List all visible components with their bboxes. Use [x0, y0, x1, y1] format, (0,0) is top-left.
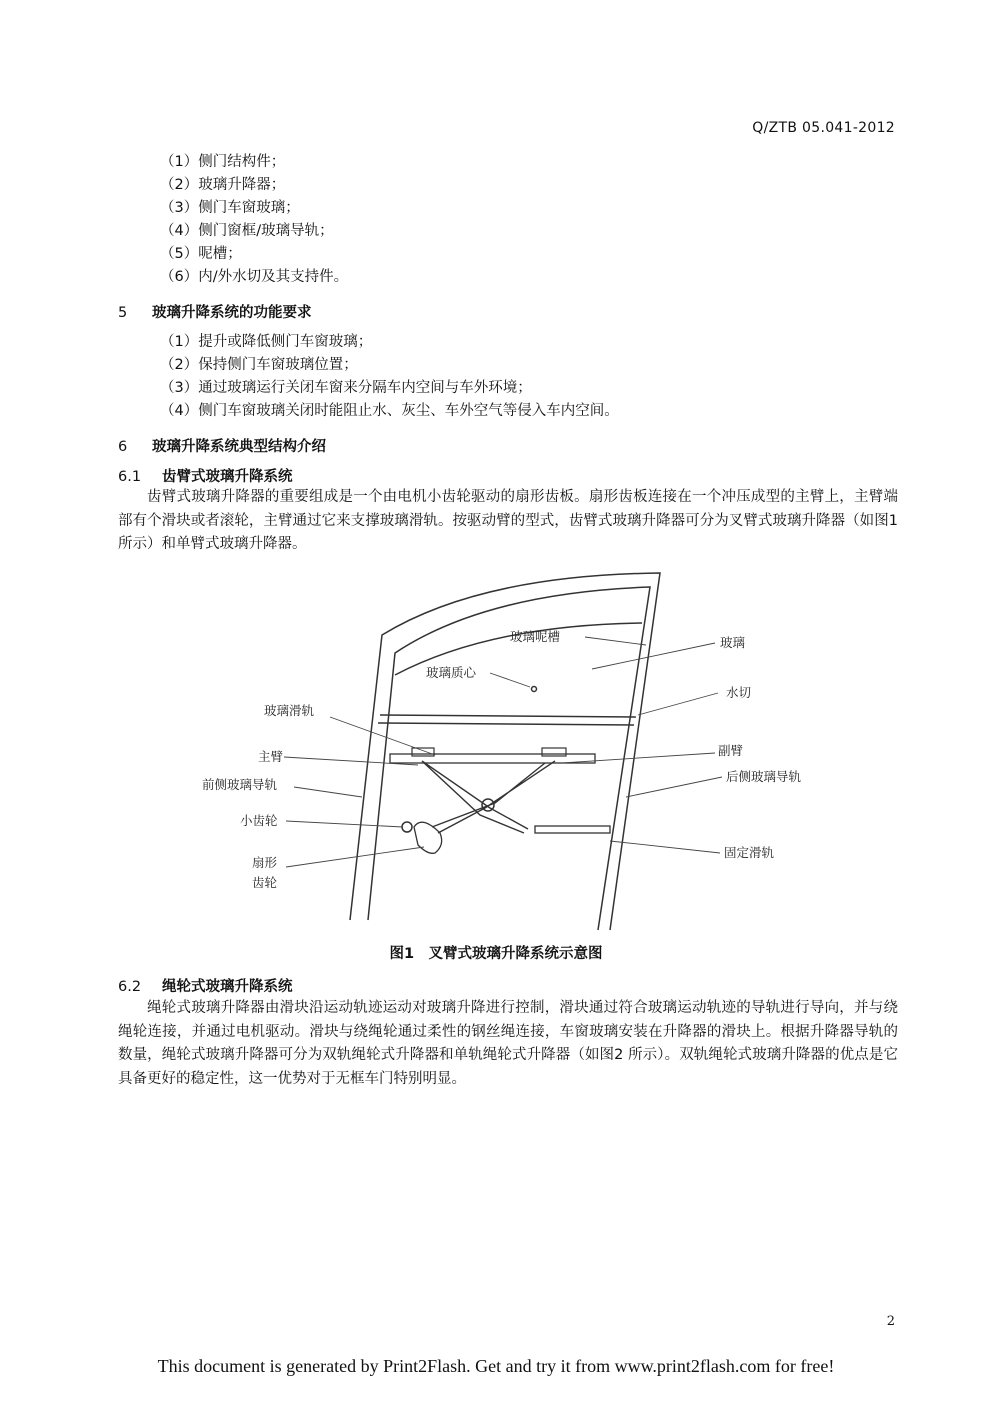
list-item: （5）呢槽； [160, 246, 242, 262]
glass-rail [390, 754, 595, 763]
label-glass-center: 玻璃质心 [426, 665, 477, 680]
subsection-number: 6.2 [118, 979, 142, 995]
leader-belt-seal [638, 693, 718, 715]
label-sector-gear-line2: 齿轮 [252, 875, 278, 890]
label-sub-arm: 副臂 [718, 743, 744, 758]
label-belt-seal: 水切 [726, 685, 752, 700]
leader-fixed-rail [610, 841, 720, 853]
list-item: （3）通过玻璃运行关闭车窗来分隔车内空间与车外环境； [160, 380, 532, 396]
leader-pinion [286, 821, 403, 827]
leader-main-arm [284, 757, 418, 765]
sub-arm [432, 761, 555, 833]
leader-front-guide [294, 787, 362, 797]
subsection-title: 齿臂式玻璃升降系统 [162, 469, 293, 485]
leader-rear-guide [626, 777, 722, 797]
subsection-heading-6-1 [118, 465, 293, 486]
label-glass: 玻璃 [720, 635, 746, 650]
label-main-arm: 主臂 [258, 749, 284, 764]
section-title: 玻璃升降系统的功能要求 [152, 305, 312, 321]
label-pinion: 小齿轮 [240, 813, 278, 828]
rail-clip-left [412, 748, 434, 756]
paragraph-6-1: 齿臂式玻璃升降器的重要组成是一个由电机小齿轮驱动的扇形齿板。扇形齿板连接在一个冲压成型的主臂上，主臂端部有个滑块或者滚轮，主臂通过它来支撑玻璃滑轨。按驱动臂的型式，齿臂式玻璃升降器可分为叉臂式玻璃升降器（如图1 所示）和单臂式玻璃升降器。 [118, 489, 898, 552]
door-frame-inner [368, 587, 650, 930]
list-item: （2）保持侧门车窗玻璃位置； [160, 357, 358, 373]
list-item: （6）内/外水切及其支持件。 [160, 269, 349, 285]
figure-caption: 图1 叉臂式玻璃升降系统示意图 [389, 946, 603, 962]
leader-glass-run [585, 637, 646, 645]
rail-clip-right [542, 748, 566, 756]
subsection-title: 绳轮式玻璃升降系统 [162, 979, 293, 995]
list-item: （1）提升或降低侧门车窗玻璃； [160, 334, 373, 350]
label-glass-rail: 玻璃滑轨 [264, 703, 315, 718]
leader-sector-gear [286, 847, 424, 867]
label-rear-guide: 后侧玻璃导轨 [726, 769, 802, 784]
pinion [402, 822, 412, 832]
glass-center-point [532, 687, 537, 692]
label-glass-run: 玻璃呢槽 [510, 629, 561, 644]
list-item: （1）侧门结构件； [160, 154, 286, 170]
leader-glass-center [490, 673, 530, 687]
label-fixed-rail: 固定滑轨 [724, 845, 775, 860]
section-heading-5 [118, 301, 312, 322]
page-number: 2 [886, 1314, 895, 1329]
section-number: 5 [118, 305, 128, 321]
label-front-guide: 前侧玻璃导轨 [202, 777, 278, 792]
list-item: （4）侧门车窗玻璃关闭时能阻止水、灰尘、车外空气等侵入车内空间。 [160, 403, 619, 419]
list-item: （2）玻璃升降器； [160, 177, 286, 193]
footer-notice: This document is generated by Print2Flash. Get and try it from www.print2flash.com for free! [157, 1356, 835, 1376]
figure-1-diagram [190, 565, 840, 935]
paragraph-6-2: 绳轮式玻璃升降器由滑块沿运动轨迹运动对玻璃升降进行控制，滑块通过符合玻璃运动轨迹的导轨进行导向，并与绕绳轮连接，并通过电机驱动。滑块与绕绳轮通过柔性的钢丝绳连接，车窗玻璃安装在升降器的滑块上。根据升降器导轨的数量，绳轮式玻璃升降器可分为双轨绳轮式升降器和单轨绳轮式升降器（如图2 所示）。双轨绳轮式玻璃升降器的优点是它具备更好的稳定性，这一优势对于无框车门特别明显。 [118, 1000, 898, 1087]
leader-glass [592, 643, 715, 669]
belt-line-lower [378, 723, 634, 725]
fixed-rail [535, 826, 610, 833]
list-item: （3）侧门车窗玻璃； [160, 200, 300, 216]
sector-gear [414, 822, 442, 853]
main-arm [422, 761, 528, 833]
list-item: （4）侧门窗框/玻璃导轨； [160, 223, 334, 239]
door-frame-outer [350, 573, 660, 930]
document-code: Q/ZTB 05.041-2012 [752, 120, 895, 136]
belt-line-upper [380, 715, 636, 717]
section-number: 6 [118, 439, 128, 455]
section-heading-6 [118, 435, 326, 456]
subsection-number: 6.1 [118, 469, 142, 485]
subsection-heading-6-2 [118, 975, 293, 996]
label-sector-gear-line1: 扇形 [252, 855, 278, 870]
section-title: 玻璃升降系统典型结构介绍 [152, 439, 326, 455]
